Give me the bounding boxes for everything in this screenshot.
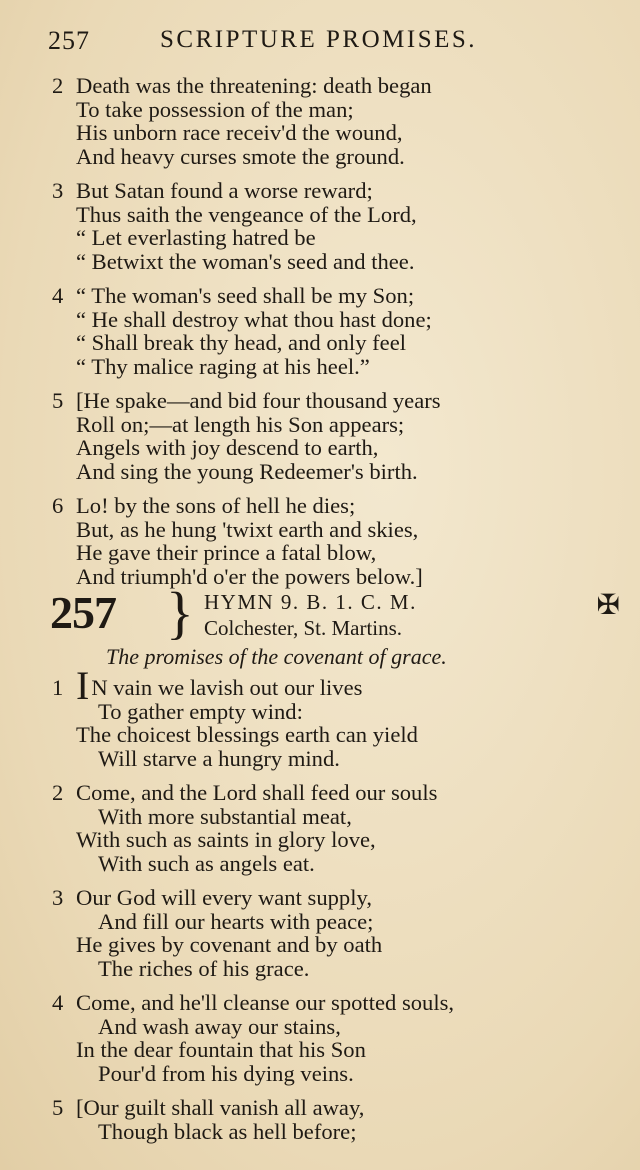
verse-line: He gave their prince a fatal blow,: [76, 540, 377, 565]
verse-line: Pour'd from his dying veins.: [98, 1060, 354, 1086]
verse-line: [52, 886, 602, 910]
previous-hymn-verses: [52, 74, 602, 599]
verse-line: [52, 781, 602, 805]
verse-number: 6: [52, 493, 64, 518]
hymn-verses: [52, 663, 602, 1154]
stanza: [52, 284, 602, 378]
verse-line: With such as angels eat.: [98, 850, 315, 876]
verse-number: 3: [52, 178, 64, 203]
verse-number: 3: [52, 885, 64, 910]
line-text: “ The woman's seed shall be my Son;: [76, 283, 415, 308]
verse-line: The choicest blessings earth can yield: [76, 722, 418, 747]
verse-line: His unborn race receiv'd the wound,: [76, 120, 403, 145]
verse-line: With more substantial meat,: [98, 803, 352, 829]
line-text: Death was the threatening: death began: [76, 73, 432, 98]
stanza: [52, 991, 602, 1085]
stanza: [52, 74, 602, 168]
verse-line: In the dear fountain that his Son: [76, 1037, 366, 1062]
page-number: 257: [48, 26, 90, 55]
line-text: Come, and he'll cleanse our spotted souls,: [76, 990, 455, 1015]
hymn-subtitle: The promises of the covenant of grace.: [106, 644, 447, 669]
verse-line: “ He shall destroy what thou hast done;: [76, 306, 432, 332]
verse-line: Thus saith the vengeance of the Lord,: [76, 201, 417, 227]
drop-cap: I: [76, 663, 90, 708]
verse-line: [52, 284, 602, 308]
verse-line: Though black as hell before;: [98, 1118, 357, 1144]
cross-ornament-icon: ✠: [596, 590, 620, 621]
verse-line: Will starve a hungry mind.: [98, 745, 340, 771]
stanza: [52, 389, 602, 483]
verse-line: [52, 494, 602, 518]
verse-number: 4: [52, 990, 64, 1015]
stanza: [52, 494, 602, 588]
line-text: [Our guilt shall vanish all away,: [76, 1095, 365, 1120]
verse-number: 5: [52, 1095, 64, 1120]
hymn-metre-info: HYMN 9. B. 1. C. M.: [204, 590, 417, 614]
verse-line: [52, 663, 602, 708]
verse-line: [52, 991, 602, 1015]
verse-line: With such as saints in glory love,: [76, 827, 376, 852]
line-text: [He spake—and bid four thousand years: [76, 388, 441, 413]
verse-line: To take possession of the man;: [76, 96, 354, 122]
verse-line: Roll on;—at length his Son appears;: [76, 411, 405, 437]
verse-line: And sing the young Redeemer's birth.: [76, 458, 418, 484]
verse-line: “ Shall break thy head, and only feel: [76, 330, 407, 355]
verse-line: [52, 74, 602, 98]
verse-line: And triumph'd o'er the powers below.]: [76, 563, 423, 589]
verse-line: He gives by covenant and by oath: [76, 932, 383, 957]
verse-number: 2: [52, 780, 64, 805]
verse-line: [52, 389, 602, 413]
verse-number: 1: [52, 675, 64, 700]
line-text: Our God will every want supply,: [76, 885, 372, 910]
stanza: [52, 663, 602, 771]
verse-line: “ Thy malice raging at his heel.”: [76, 353, 370, 379]
running-title: SCRIPTURE PROMISES.: [160, 26, 478, 53]
verse-line: Angels with joy descend to earth,: [76, 435, 379, 460]
verse-line: [52, 179, 602, 203]
stanza: [52, 1096, 602, 1143]
verse-line: [52, 1096, 602, 1120]
line-text: N vain we lavish out our lives: [91, 675, 363, 700]
stanza: [52, 886, 602, 980]
verse-line: But, as he hung 'twixt earth and skies,: [76, 516, 419, 542]
verse-number: 4: [52, 283, 64, 308]
page-header: [48, 26, 490, 62]
verse-line: And fill our hearts with peace;: [98, 908, 374, 934]
verse-line: “ Let everlasting hatred be: [76, 225, 316, 250]
hymn-number: 257: [50, 587, 116, 638]
verse-number: 2: [52, 73, 64, 98]
line-text: Lo! by the sons of hell he dies;: [76, 493, 356, 518]
brace-glyph: }: [166, 580, 194, 645]
verse-line: To gather empty wind:: [98, 698, 303, 724]
verse-number: 5: [52, 388, 64, 413]
stanza: [52, 179, 602, 273]
verse-line: The riches of his grace.: [98, 955, 310, 981]
verse-line: “ Betwixt the woman's seed and thee.: [76, 248, 415, 274]
line-text: Come, and the Lord shall feed our souls: [76, 780, 438, 805]
verse-line: And wash away our stains,: [98, 1013, 341, 1039]
verse-line: And heavy curses smote the ground.: [76, 143, 405, 169]
hymn-tunes: Colchester, St. Martins.: [204, 616, 403, 640]
line-text: But Satan found a worse reward;: [76, 178, 373, 203]
stanza: [52, 781, 602, 875]
